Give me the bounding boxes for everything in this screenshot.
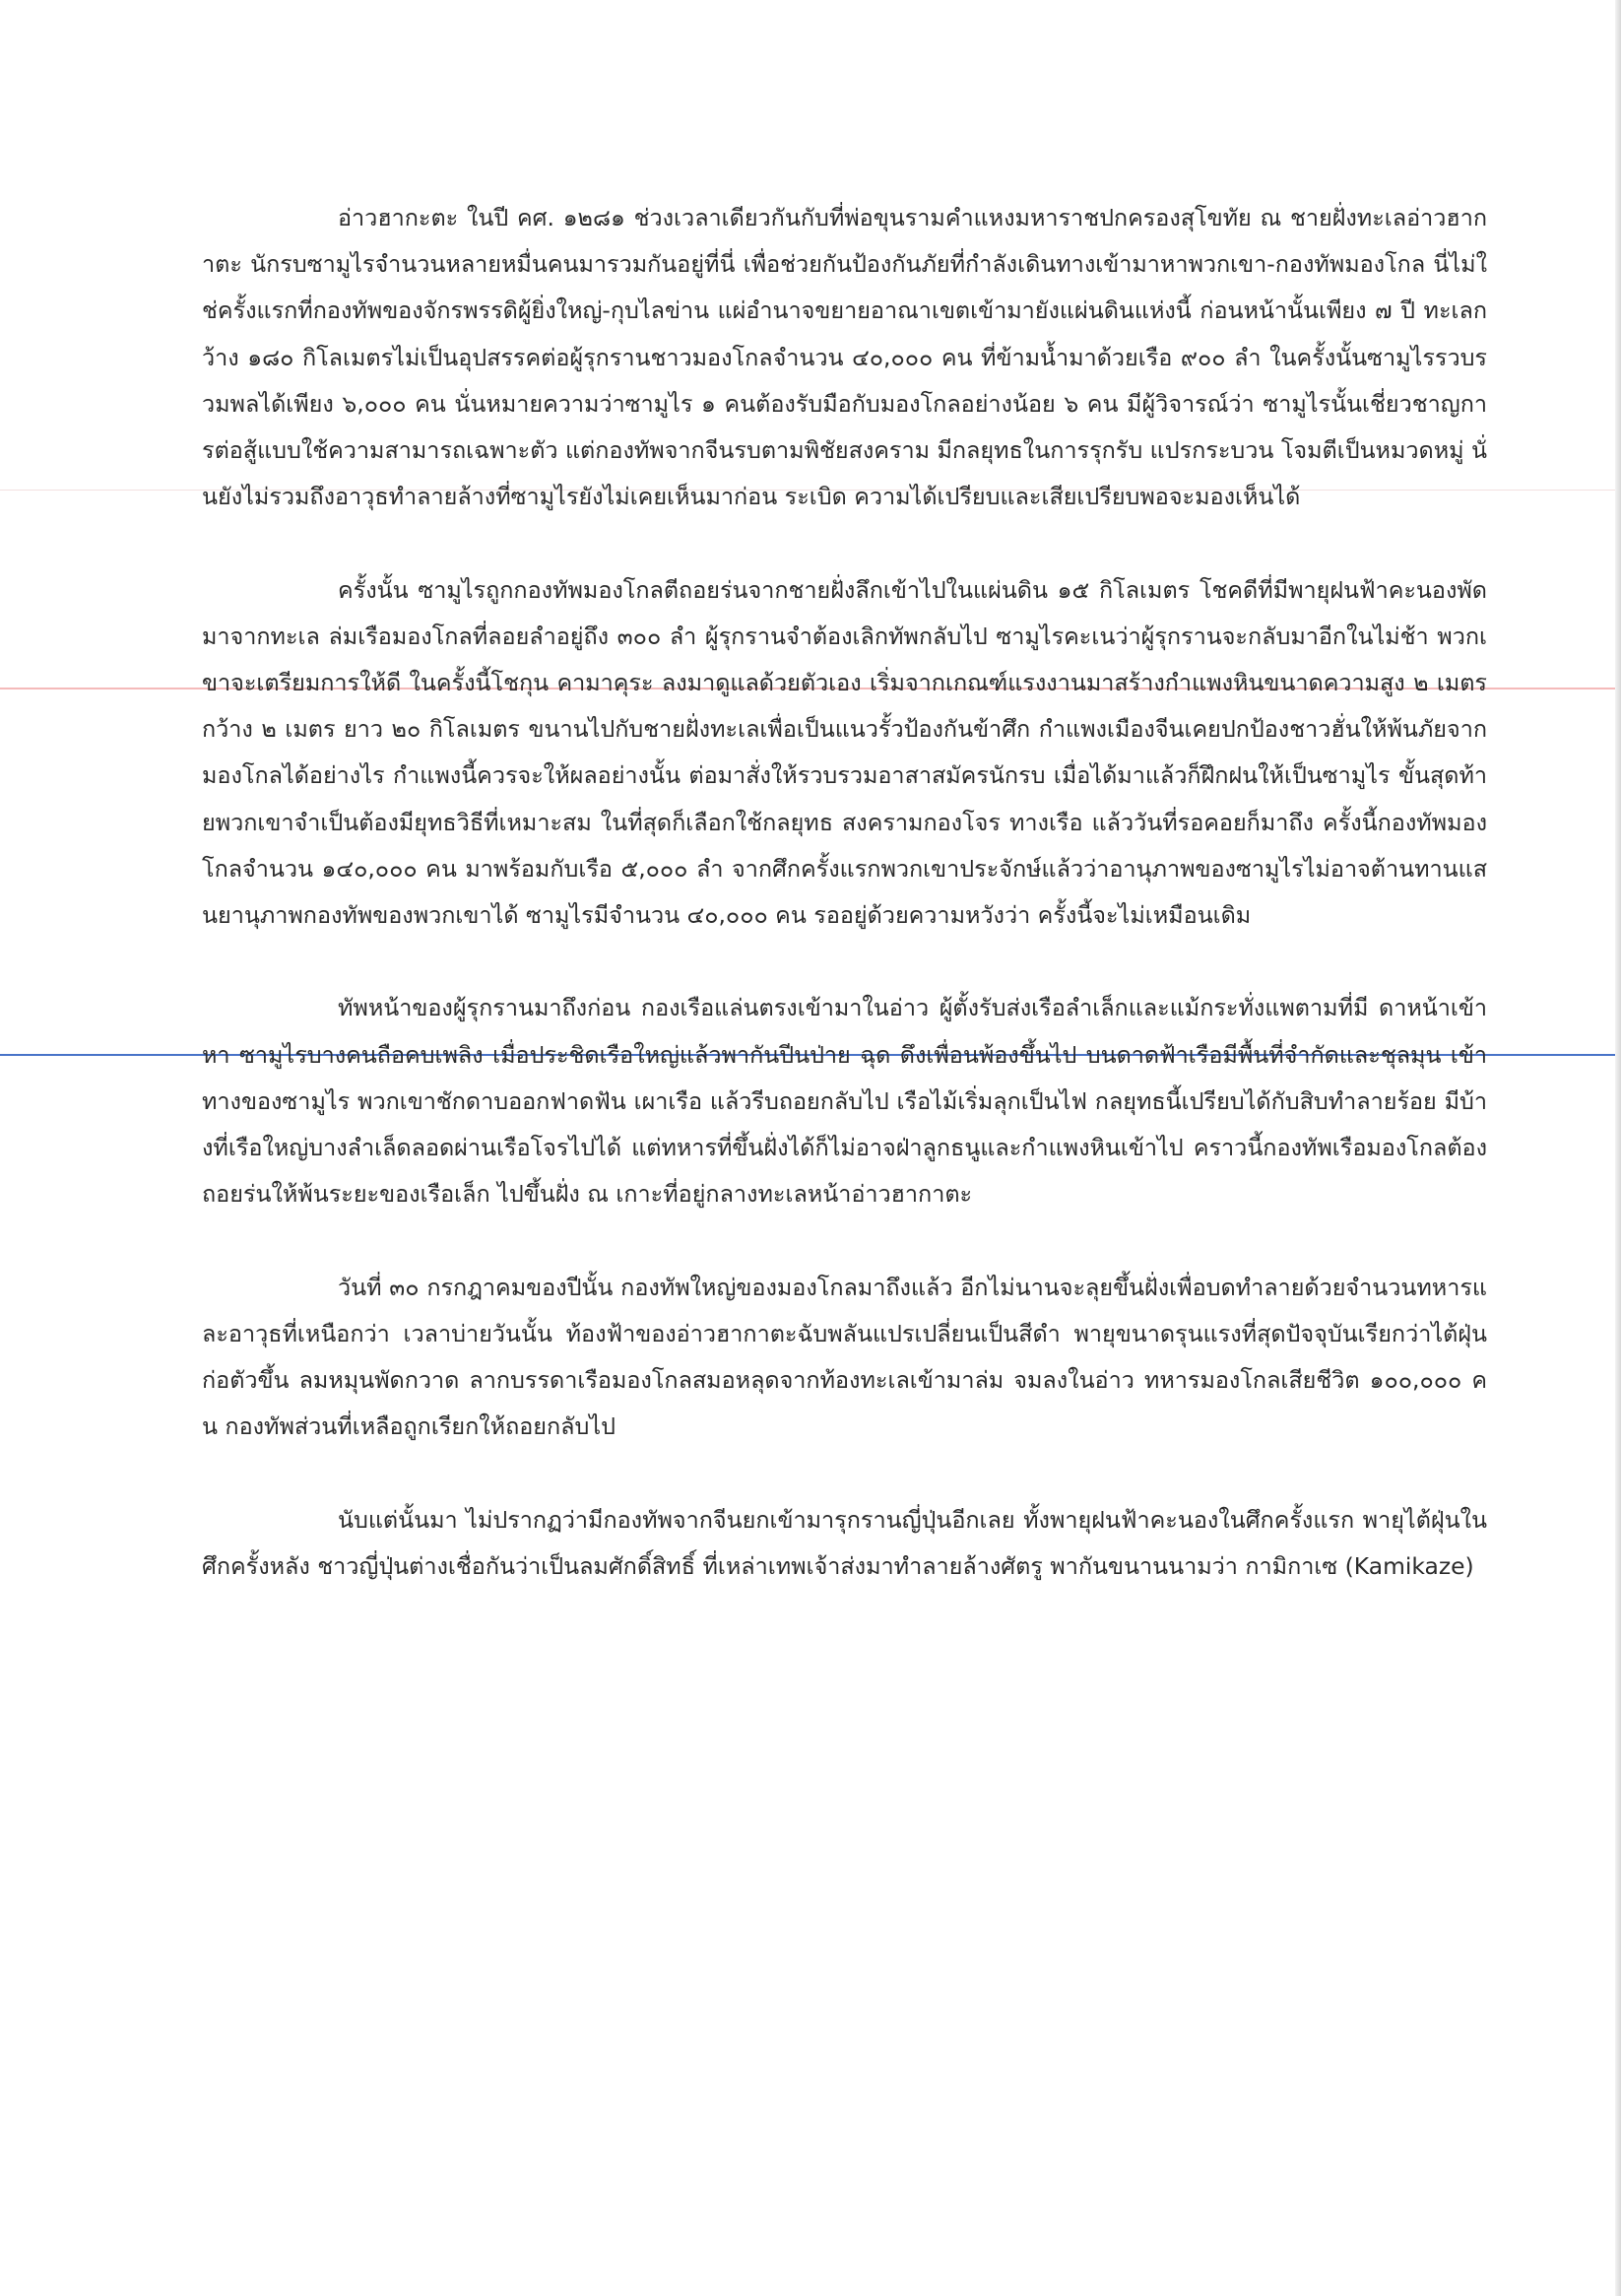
paragraph-kamikaze: นับแต่นั้นมา ไม่ปรากฏว่ามีกองทัพจากจีนยกเข้ามารุกรานญี่ปุ่นอีกเลย ทั้งพายุฝนฟ้าคะนองในศึกครั้งแรก พายุไต้ฝุ่นในศึกครั้งหลัง ชาวญี่ปุ่นต่างเชื่อกันว่าเป็นลมศักดิ์สิทธิ์ ที่เหล่าเทพเจ้าส่งมาทำลายล้างศัตรู พากันขนานนามว่า กามิกาเซ (Kamikaze) [202, 1505, 1487, 1580]
paragraph-hakata-bay-intro: อ่าวฮากะตะ ในปี คศ. ๑๒๘๑ ช่วงเวลาเดียวกันกับที่พ่อขุนรามคำแหงมหาราชปกครองสุโขทัย ณ ชายฝั่งทะเลอ่าวฮากาตะ นักรบซามูไรจำนวนหลายหมื่นคนมารวมกันอยู่ที่นี่ เพื่อช่วยกันป้องกันภัยที่กำลังเดินทางเข้ามาหาพวกเขา-กองทัพมองโกล นี่ไม่ใช่ครั้งแรกที่กองทัพของจักรพรรดิผู้ยิ่งใหญ่-กุบไลข่าน แผ่อำนาจขยายอาณาเขตเข้ามายังแผ่นดินแห่งนี้ ก่อนหน้านั้นเพียง ๗ ปี ทะเลกว้าง ๑๘๐ กิโลเมตรไม่เป็นอุปสรรคต่อผู้รุกรานชาวมองโกลจำนวน ๔๐,๐๐๐ คน ที่ข้ามน้ำมาด้วยเรือ ๙๐๐ ลำ ในครั้งนั้นซามูไรรวบรวมพลได้เพียง ๖,๐๐๐ คน นั่นหมายความว่าซามูไร ๑ คนต้องรับมือกับมองโกลอย่างน้อย ๖ คน มีผู้วิจารณ์ว่า ซามูไรนั้นเชี่ยวชาญการต่อสู้แบบใช้ความสามารถเฉพาะตัว แต่กองทัพจากจีนรบตามพิชัยสงคราม มีกลยุทธในการรุกรับ แปรกระบวน โจมตีเป็นหมวดหมู่ นั่นยังไม่รวมถึงอาวุธทำลายล้างที่ซามูไรยังไม่เคยเห็นมาก่อน ระเบิด ความได้เปรียบและเสียเปรียบพอจะมองเห็นได้ [202, 204, 1487, 511]
document-body [202, 195, 1487, 1636]
page-edge-shadow [1615, 0, 1621, 2296]
paragraph-typhoon: วันที่ ๓๐ กรกฎาคมของปีนั้น กองทัพใหญ่ของมองโกลมาถึงแล้ว อีกไม่นานจะลุยขึ้นฝั่งเพื่อบดทำลายด้วยจำนวนทหารและอาวุธที่เหนือกว่า เวลาบ่ายวันนั้น ท้องฟ้าของอ่าวฮากาตะฉับพลันแปรเปลี่ยนเป็นสีดำ พายุขนาดรุนแรงที่สุดปัจจุบันเรียกว่าไต้ฝุ่น ก่อตัวขึ้น ลมหมุนพัดกวาด ลากบรรดาเรือมองโกลสมอหลุดจากท้องทะเลเข้ามาล่ม จมลงในอ่าว ทหารมองโกลเสียชีวิต ๑๐๐,๐๐๐ คน กองทัพส่วนที่เหลือถูกเรียกให้ถอยกลับไป [202, 1273, 1487, 1441]
paragraph-first-invasion-aftermath: ครั้งนั้น ซามูไรถูกกองทัพมองโกลตีถอยร่นจากชายฝั่งลึกเข้าไปในแผ่นดิน ๑๕ กิโลเมตร โชคดีที่มีพายุฝนฟ้าคะนองพัดมาจากทะเล ล่มเรือมองโกลที่ลอยลำอยู่ถึง ๓๐๐ ลำ ผู้รุกรานจำต้องเลิกทัพกลับไป ซามูไรคะเนว่าผู้รุกรานจะกลับมาอีกในไม่ช้า พวกเขาจะเตรียมการให้ดี ในครั้งนี้โชกุน คามาคุระ ลงมาดูแลด้วยตัวเอง เริ่มจากเกณฑ์แรงงานมาสร้างกำแพงหินขนาดความสูง ๒ เมตร กว้าง ๒ เมตร ยาว ๒๐ กิโลเมตร ขนานไปกับชายฝั่งทะเลเพื่อเป็นแนวรั้วป้องกันข้าศึก กำแพงเมืองจีนเคยปกป้องชาวฮั่นให้พ้นภัยจากมองโกลได้อย่างไร กำแพงนี้ควรจะให้ผลอย่างนั้น ต่อมาสั่งให้รวบรวมอาสาสมัครนักรบ เมื่อได้มาแล้วก็ฝึกฝนให้เป็นซามูไร ขั้นสุดท้ายพวกเขาจำเป็นต้องมียุทธวิธีที่เหมาะสม ในที่สุดก็เลือกใช้กลยุทธ สงครามกองโจร ทางเรือ แล้ววันที่รอคอยก็มาถึง ครั้งนี้กองทัพมองโกลจำนวน ๑๔๐,๐๐๐ คน มาพร้อมกับเรือ ๕,๐๐๐ ลำ จากศึกครั้งแรกพวกเขาประจักษ์แล้วว่าอานุภาพของซามูไรไม่อาจต้านทานแสนยานุภาพกองทัพของพวกเขาได้ ซามูไรมีจำนวน ๔๐,๐๐๐ คน รออยู่ด้วยความหวังว่า ครั้งนี้จะไม่เหมือนเดิม [202, 575, 1487, 930]
paragraph-naval-battle: ทัพหน้าของผู้รุกรานมาถึงก่อน กองเรือแล่นตรงเข้ามาในอ่าว ผู้ตั้งรับส่งเรือลำเล็กและแม้กระทั่งแพตามที่มี ดาหน้าเข้าหา ซามูไรบางคนถือคบเพลิง เมื่อประชิดเรือใหญ่แล้วพากันปีนป่าย ฉุด ดึงเพื่อนพ้องขึ้นไป บนดาดฟ้าเรือมีพื้นที่จำกัดและชุลมุน เข้าทางของซามูไร พวกเขาชักดาบออกฟาดฟัน เผาเรือ แล้วรีบถอยกลับไป เรือไม้เริ่มลุกเป็นไฟ กลยุทธนี้เปรียบได้กับสิบทำลายร้อย มีบ้างที่เรือใหญ่บางลำเล็ดลอดผ่านเรือโจรไปได้ แต่ทหารที่ขึ้นฝั่งได้ก็ไม่อาจฝ่าลูกธนูและกำแพงหินเข้าไป คราวนี้กองทัพเรือมองโกลต้องถอยร่นให้พ้นระยะของเรือเล็ก ไปขึ้นฝั่ง ณ เกาะที่อยู่กลางทะเลหน้าอ่าวฮากาตะ [202, 994, 1487, 1209]
